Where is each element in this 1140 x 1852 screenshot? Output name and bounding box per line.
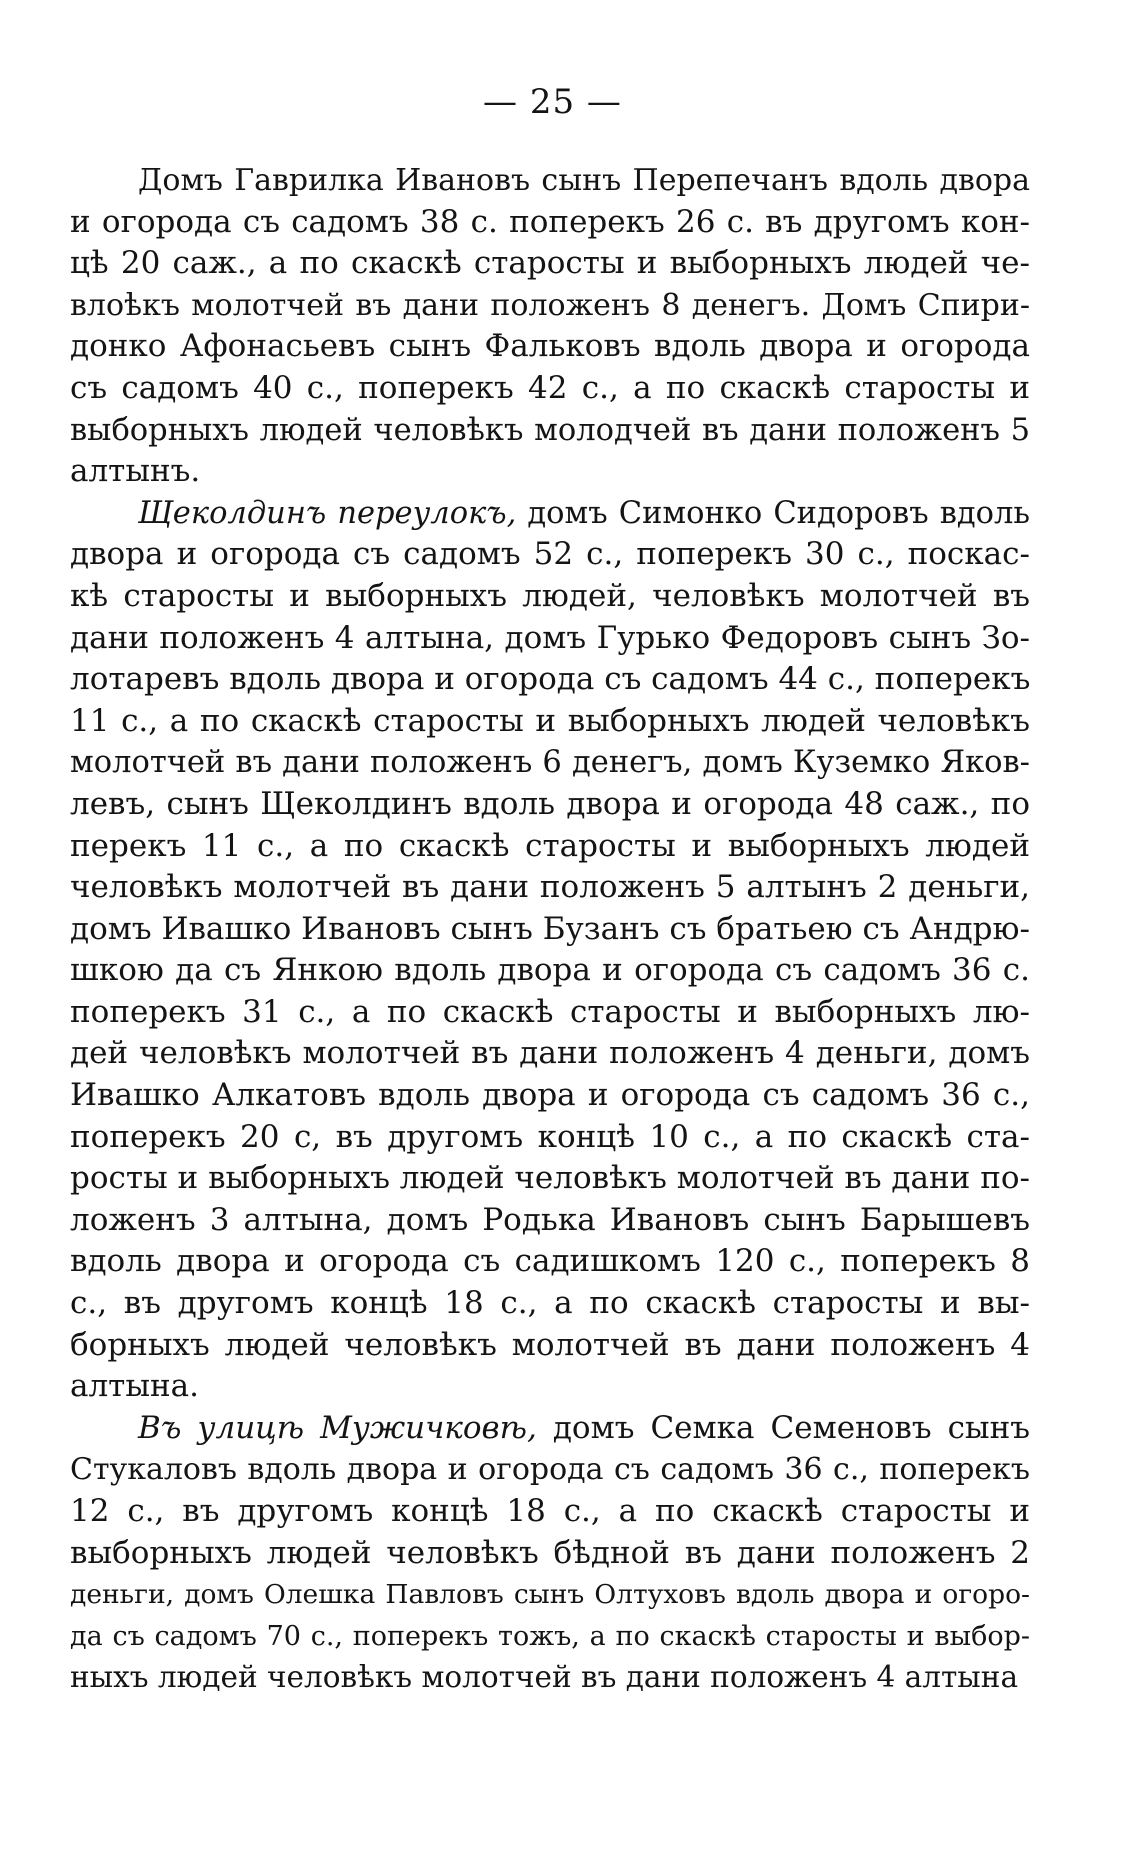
text-line <box>70 1449 1030 1491</box>
text-line <box>70 826 1030 868</box>
text-line <box>70 1158 1030 1200</box>
line-text: Ивашко Алкатовъ вдоль двора и огорода съ садомъ 36 с., <box>70 1077 1030 1114</box>
line-text: борныхъ людей человѣкъ молотчей въ дани положенъ 4 <box>70 1326 1030 1363</box>
line-text: и огорода съ садомъ 38 с. поперекъ 26 с. въ другомъ кон- <box>70 203 1030 240</box>
line-text: двора и огорода съ садомъ 52 с., поперекъ 30 с., поскас- <box>70 536 1030 573</box>
text-line <box>70 285 1030 327</box>
line-text: лотаревъ вдоль двора и огорода съ садомъ 44 с., поперекъ <box>70 661 1031 698</box>
text-line <box>70 1241 1030 1283</box>
text-line <box>70 202 1030 244</box>
line-text: дани положенъ 4 алтына, домъ Гурько Федоровъ сынъ Зо- <box>70 619 1030 656</box>
text-line <box>70 659 1030 701</box>
line-text: выборныхъ людей человѣкъ молодчей въ дани положенъ 5 <box>70 412 1030 448</box>
line-text: перекъ 11 с., а по скаскѣ старосты и выборныхъ людей <box>70 827 1030 864</box>
text-line <box>70 243 1030 285</box>
text-line <box>70 1283 1030 1325</box>
text-line <box>70 1200 1030 1242</box>
line-text: росты и выборныхъ людей человѣкъ молотчей въ дани по- <box>70 1160 1030 1197</box>
line-text: поперекъ 31 с., а по скаскѣ старосты и выборныхъ лю- <box>70 993 1030 1030</box>
text-line <box>70 1574 1030 1616</box>
line-text: Домъ Гаврилка Ивановъ сынъ Перепечанъ вдоль двора <box>138 163 1030 198</box>
text-line <box>70 1366 1030 1408</box>
text-line <box>70 1325 1030 1367</box>
text-line <box>70 992 1030 1034</box>
line-text: домъ Семка Семеновъ сынъ <box>536 1409 1030 1446</box>
line-text: с., въ другомъ концѣ 18 с., а по скаскѣ старосты и вы- <box>70 1285 1030 1322</box>
line-text: Стукаловъ вдоль двора и огорода съ садомъ 36 с., поперекъ <box>70 1452 1030 1488</box>
text-line <box>70 1491 1030 1533</box>
line-text: выборныхъ людей человѣкъ бѣдной въ дани положенъ 2 <box>70 1534 1030 1571</box>
line-text: дей человѣкъ молотчей въ дани положенъ 4 деньги, домъ <box>70 1035 1030 1072</box>
text-line <box>70 1117 1030 1159</box>
text-line <box>70 867 1030 909</box>
line-text: влоѣкъ молотчей въ дани положенъ 8 денегъ. Домъ Спири- <box>70 287 1030 323</box>
line-text: домъ Ивашко Ивановъ сынъ Бузанъ съ братьею съ Андрю- <box>70 910 1030 947</box>
line-text: 11 с., а по скаскѣ старосты и выборныхъ людей человѣкъ <box>70 702 1030 739</box>
text-line <box>70 326 1030 368</box>
line-text: человѣкъ молотчей въ дани положенъ 5 алтынъ 2 деньги, <box>70 869 1030 906</box>
line-text: кѣ старосты и выборныхъ людей, человѣкъ молотчей въ <box>70 577 1030 614</box>
line-text: шкою да съ Янкою вдоль двора и огорода съ садомъ 36 с. <box>70 952 1030 989</box>
line-text: домъ Симонко Сидоровъ вдоль <box>516 495 1030 531</box>
text-line <box>70 742 1030 784</box>
text-line <box>70 451 1030 493</box>
text-line <box>70 1533 1030 1575</box>
text-line <box>70 493 1030 535</box>
text-line <box>70 160 1030 202</box>
line-text: вдоль двора и огорода съ садишкомъ 120 с., поперекъ 8 <box>70 1243 1030 1280</box>
text-line <box>70 618 1030 660</box>
paragraph <box>70 1408 1030 1699</box>
text-line <box>70 701 1030 743</box>
line-text: молотчей въ дани положенъ 6 денегъ, домъ Куземко Яков- <box>70 745 1030 781</box>
text-line <box>70 410 1030 452</box>
line-text: левъ, сынъ Щеколдинъ вдоль двора и огорода 48 саж., по <box>70 785 1030 822</box>
text-line <box>70 909 1030 951</box>
text-line <box>70 950 1030 992</box>
paragraph <box>70 493 1030 1408</box>
line-text: 12 с., въ другомъ концѣ 18 с., а по скаскѣ старосты и <box>70 1493 1030 1529</box>
text-line <box>70 576 1030 618</box>
line-text: донко Афонасьевъ сынъ Фальковъ вдоль двора и огорода <box>70 328 1030 365</box>
street-name: Щеколдинъ переулокъ, <box>138 495 517 531</box>
text-line <box>70 1033 1030 1075</box>
text-line <box>70 534 1030 576</box>
text-line <box>70 1657 1030 1699</box>
text-line <box>70 368 1030 410</box>
text-line <box>70 1616 1030 1658</box>
line-text: алтына. <box>70 1368 199 1405</box>
text-line <box>70 1408 1030 1450</box>
line-text: деньги, домъ Олешка Павловъ сынъ Олтуховъ вдоль двора и огоро- <box>70 1579 1030 1611</box>
text-line <box>70 1075 1030 1117</box>
line-text: алтынъ. <box>70 453 201 490</box>
line-text: ложенъ 3 алтына, домъ Родька Ивановъ сынъ Барышевъ <box>70 1201 1030 1238</box>
page-number: — 25 — <box>483 82 622 122</box>
text-line <box>70 784 1030 826</box>
line-text: поперекъ 20 с, въ другомъ концѣ 10 с., а по скаскѣ ста- <box>70 1118 1030 1155</box>
line-text: съ садомъ 40 с., поперекъ 42 с., а по скаскѣ старосты и <box>70 369 1030 406</box>
body-text <box>70 160 1030 1699</box>
line-text: цѣ 20 саж., а по скаскѣ старосты и выборныхъ людей че- <box>70 245 1030 282</box>
paragraph <box>70 160 1030 493</box>
line-text: да съ садомъ 70 с., поперекъ тожъ, а по скаскѣ старосты и выбор- <box>70 1620 1030 1652</box>
street-name: Въ улицѣ Мужичковѣ, <box>138 1409 537 1446</box>
line-text: ныхъ людей человѣкъ молотчей въ дани положенъ 4 алтына <box>70 1660 1019 1695</box>
